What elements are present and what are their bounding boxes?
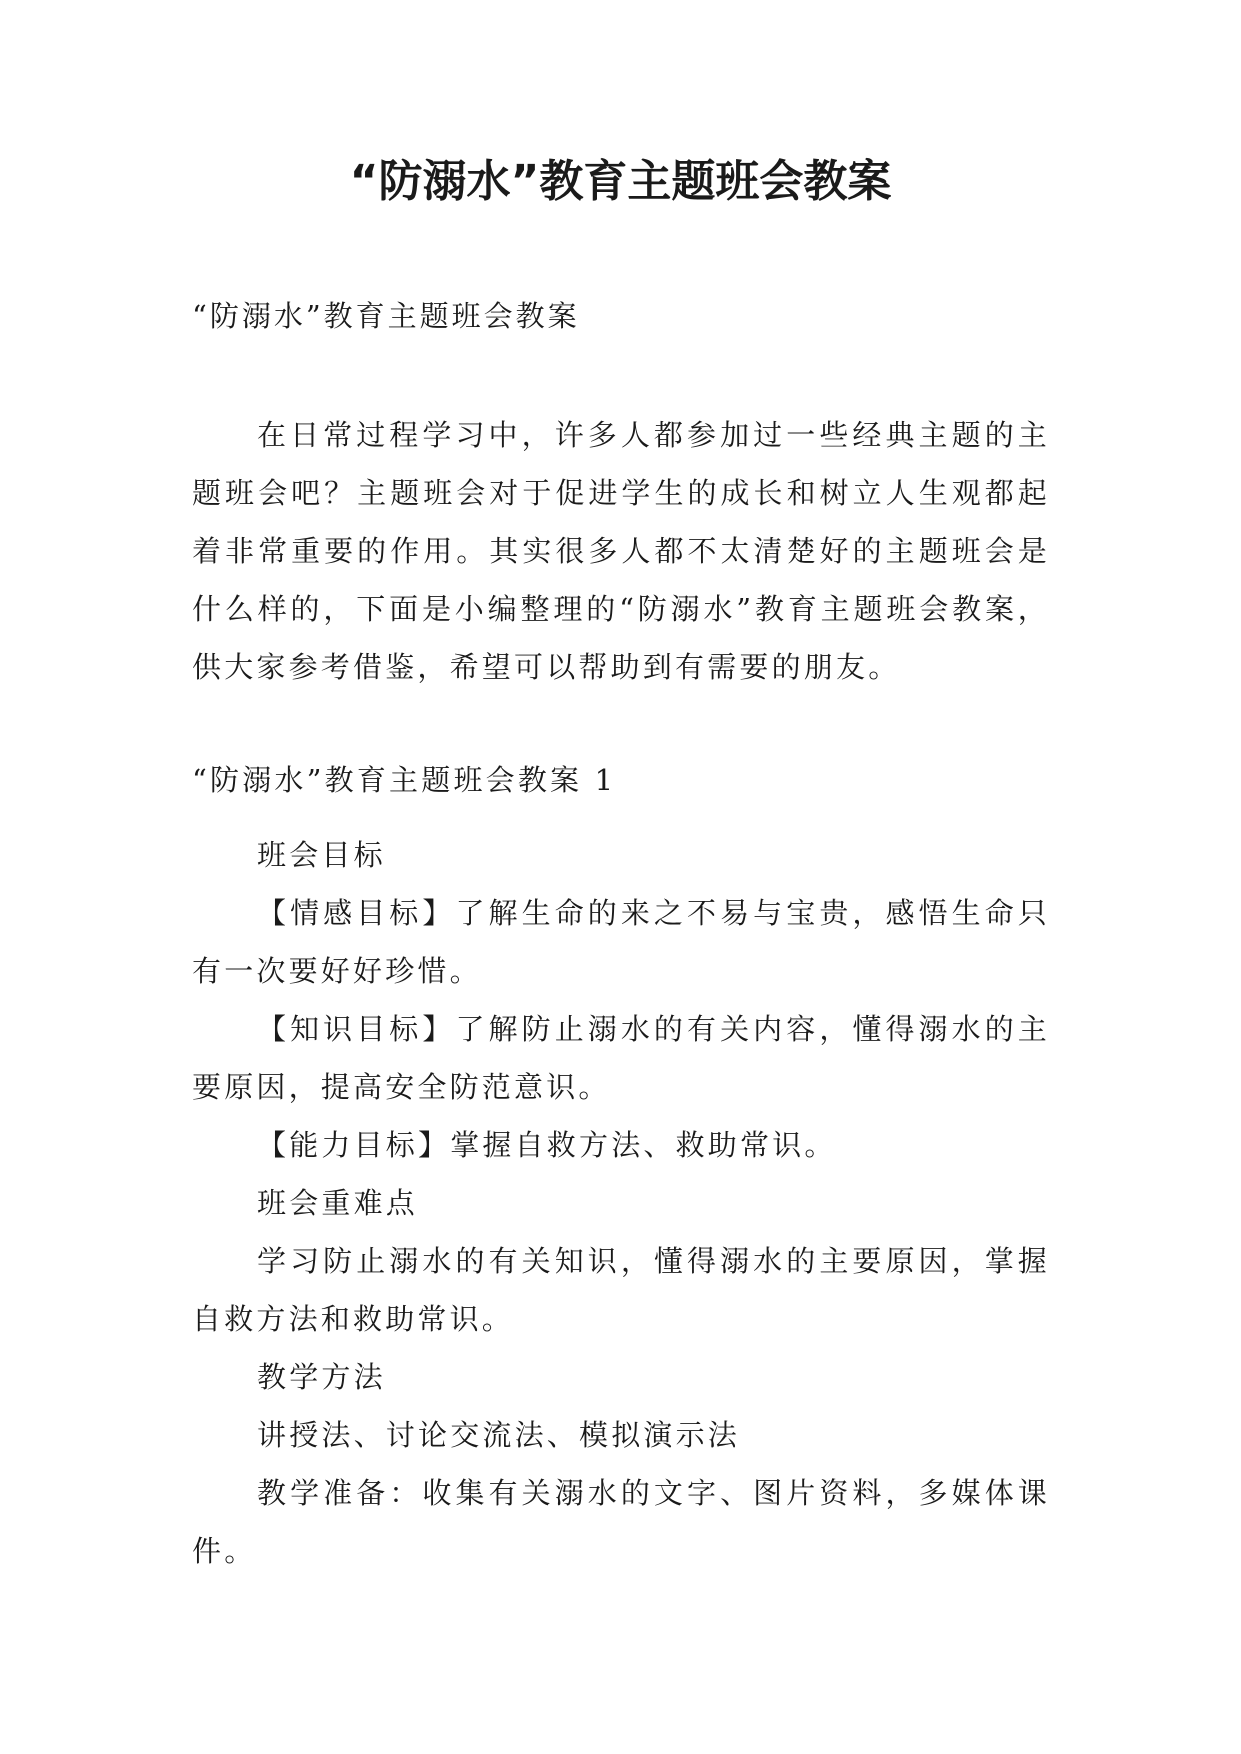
section-paragraph: 【能力目标】掌握自救方法、救助常识。 (257, 1128, 837, 1162)
document-title: “防溺水”教育主题班会教案 (349, 156, 892, 207)
section-heading: “防溺水”教育主题班会教案 1 (192, 763, 617, 797)
section-paragraph: 班会目标 (257, 838, 386, 872)
section-paragraph: 【知识目标】了解防止溺水的有关内容，懂得溺水的主要原因，提高安全防范意识。 (192, 1012, 1050, 1104)
section-paragraph: 教学方法 (257, 1360, 386, 1394)
section-paragraph: 教学准备：收集有关溺水的文字、图片资料，多媒体课件。 (192, 1476, 1050, 1568)
lesson-plan-section-1 (192, 760, 1050, 1580)
document-subtitle: “防溺水”教育主题班会教案 (192, 299, 580, 333)
section-paragraph: 班会重难点 (257, 1186, 419, 1220)
section-paragraph: 讲授法、讨论交流法、模拟演示法 (257, 1418, 741, 1452)
section-paragraph: 【情感目标】了解生命的来之不易与宝贵，感悟生命只有一次要好好珍惜。 (192, 896, 1050, 988)
intro-paragraph: 在日常过程学习中，许多人都参加过一些经典主题的主题班会吧？主题班会对于促进学生的成长和树立人生观都起着非常重要的作用。其实很多人都不太清楚好的主题班会是什么样的，下面是小编整理的“防溺水”教育主题班会教案，供大家参考借鉴，希望可以帮助到有需要的朋友。 (192, 418, 1050, 684)
section-paragraph: 学习防止溺水的有关知识，懂得溺水的主要原因，掌握自救方法和救助常识。 (192, 1244, 1050, 1336)
